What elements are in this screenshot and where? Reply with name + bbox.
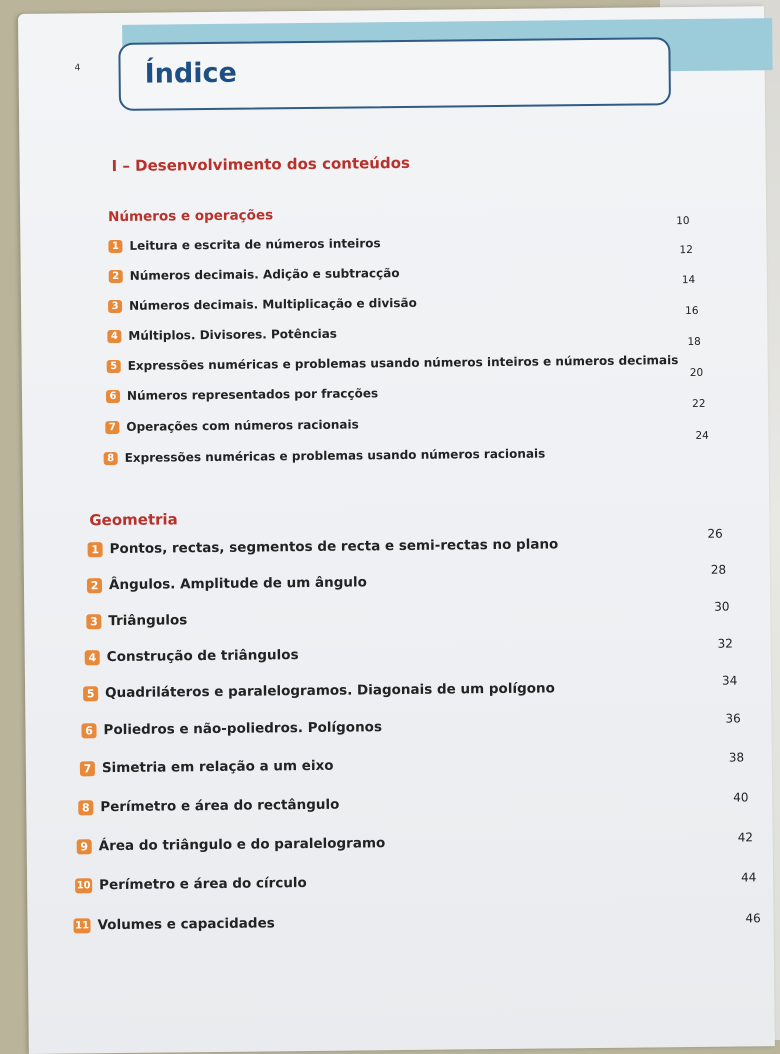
toc-item-label: Poliedros e não-poliedros. Polígonos [103,719,383,739]
toc-item[interactable] [77,835,386,854]
toc-item[interactable] [108,296,417,313]
toc-item[interactable] [104,447,546,466]
item-number-badge: 5 [83,686,98,701]
toc-item-page: 18 [687,335,701,349]
toc-item-page: 42 [737,830,754,845]
toc-item-label: Operações com números racionais [126,417,359,434]
toc-item-page: 36 [725,711,741,726]
toc-item-page: 38 [728,750,745,765]
item-number-badge: 8 [104,451,118,464]
toc-item-label: Expressões numéricas e problemas usando números racionais [124,446,546,465]
item-number-badge: 4 [107,329,121,342]
toc-item-page: 24 [695,429,709,442]
toc-item[interactable] [78,797,339,816]
toc-item-page: 20 [689,366,704,379]
toc-item-page: 12 [679,243,693,257]
toc-item-label: Pontos, rectas, segmentos de recta e semi-rectas no plano [109,536,559,558]
book-page [18,6,775,1054]
toc-item-label: Perímetro e área do círculo [99,875,307,894]
toc-item-page: 10 [676,214,690,228]
toc-item-page: 32 [717,636,733,651]
toc-item[interactable] [80,758,334,777]
item-number-badge: 7 [80,761,95,776]
toc-item-page: 22 [692,397,706,410]
item-number-badge: 3 [108,299,122,312]
toc-item-page: 46 [745,911,761,926]
toc-item[interactable] [88,536,559,557]
toc-item[interactable] [106,386,378,403]
toc-item-label: Perímetro e área do rectângulo [100,796,340,816]
toc-item-label: Quadriláteros e paralelogramos. Diagonais de um polígono [105,680,555,702]
toc-item-label: Simetria em relação a um eixo [101,757,334,777]
toc-item-page: 40 [733,790,749,805]
item-number-badge: 3 [86,614,101,629]
toc-item[interactable] [109,266,400,283]
item-number-badge: 8 [78,800,93,815]
toc-item-label: Números decimais. Multiplicação e divisão [128,295,417,313]
toc-item-label: Múltiplos. Divisores. Potências [128,326,337,343]
title-box [118,37,671,111]
page-number: 4 [74,63,81,74]
toc-item[interactable] [75,875,307,893]
item-number-badge: 1 [88,542,103,557]
toc-item-page: 28 [710,562,727,577]
toc-item[interactable] [105,417,359,434]
toc-item-page: 14 [681,273,696,287]
toc-item[interactable] [81,719,382,738]
toc-item-label: Números representados por fracções [126,386,379,403]
toc-item-page: 34 [721,673,738,688]
toc-item-label: Leitura e escrita de números inteiros [129,236,381,253]
toc-item[interactable] [85,647,299,665]
item-number-badge: 7 [105,420,119,433]
section-heading-geometria: Geometria [89,510,178,530]
item-number-badge: 5 [107,359,121,372]
section-heading-numeros: Números e operações [108,207,274,226]
toc-item-page: 30 [714,599,730,614]
toc-item-label: Área do triângulo e do paralelogramo [98,835,386,855]
toc-item[interactable] [108,236,380,253]
toc-item-page: 44 [741,870,757,885]
toc-item-label: Números decimais. Adição e subtracção [129,266,400,283]
toc-item-label: Triângulos [108,612,188,630]
toc-item-label: Volumes e capacidades [97,915,275,934]
toc-item[interactable] [107,327,337,343]
toc-item-label: Expressões numéricas e problemas usando números inteiros e números decimais [127,353,679,373]
toc-item[interactable] [107,353,679,373]
toc-item[interactable] [73,915,274,933]
item-number-badge: 10 [75,878,92,893]
part-heading: I – Desenvolvimento dos conteúdos [111,153,411,176]
toc-item-page: 16 [685,304,699,318]
item-number-badge: 2 [109,269,123,282]
toc-item[interactable] [86,612,187,629]
item-number-badge: 6 [106,389,120,402]
toc-item-label: Construção de triângulos [106,647,299,666]
toc-item-label: Ângulos. Amplitude de um ângulo [108,574,367,594]
item-number-badge: 6 [81,723,96,738]
toc-item-page: 26 [707,526,723,541]
item-number-badge: 1 [108,239,122,252]
toc-item[interactable] [87,574,367,593]
item-number-badge: 11 [73,918,90,933]
page-title: Índice [144,57,237,90]
item-number-badge: 2 [87,578,102,593]
toc-item[interactable] [83,680,555,701]
item-number-badge: 9 [77,839,92,854]
item-number-badge: 4 [85,650,100,665]
